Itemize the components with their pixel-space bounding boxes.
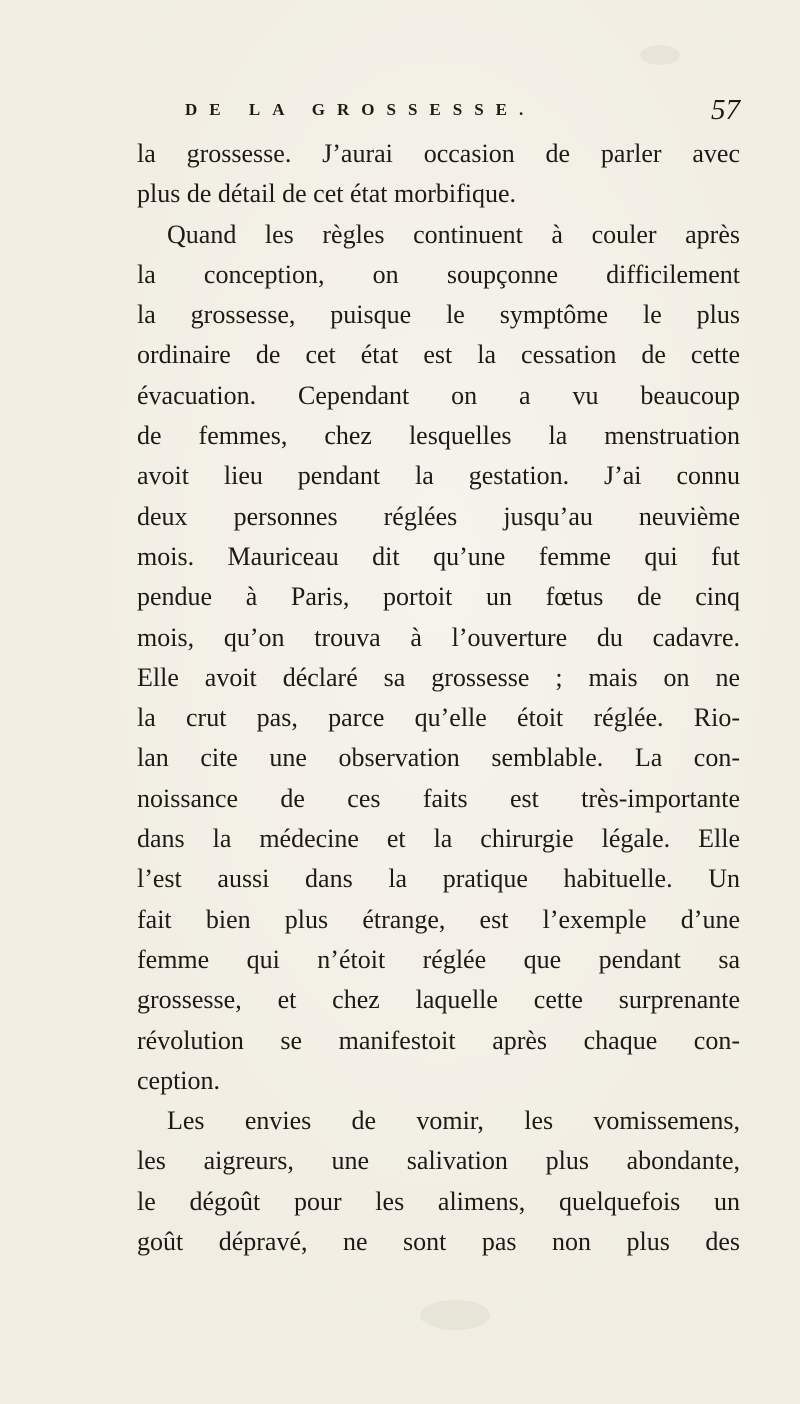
text-line: plus de détail de cet état morbifique. (137, 179, 517, 209)
text-line: les aigreurs, une salivation plus abondante, (137, 1146, 740, 1176)
text-line: femme qui n’étoit réglée que pendant sa (137, 944, 740, 974)
text-line: révolution se manifestoit après chaque con- (137, 1025, 740, 1055)
text-line: mois, qu’on trouva à l’ouverture du cadavre. (137, 622, 740, 652)
text-line: Elle avoit déclaré sa grossesse ; mais on ne (137, 662, 740, 692)
text-line: goût dépravé, ne sont pas non plus des (137, 1227, 740, 1257)
text-line: noissance de ces faits est très-importante (137, 783, 740, 813)
text-line: dans la médecine et la chirurgie légale. Elle (137, 824, 740, 854)
text-line: le dégoût pour les alimens, quelquefois un (137, 1186, 740, 1216)
paper-stain (420, 1300, 490, 1330)
text-line: mois. Mauriceau dit qu’une femme qui fut (137, 541, 740, 571)
text-line: la grossesse. J’aurai occasion de parler avec (137, 139, 740, 168)
text-line: avoit lieu pendant la gestation. J’ai connu (137, 461, 740, 491)
text-line: ordinaire de cet état est la cessation de cette (137, 340, 740, 370)
text-line: la conception, on soupçonne difficilement (137, 259, 740, 289)
text-line: pendue à Paris, portoit un fœtus de cinq (137, 582, 740, 612)
text-line: ception. (137, 1065, 221, 1095)
text-line: l’est aussi dans la pratique habituelle. Un (137, 864, 740, 894)
text-line: Quand les règles continuent à couler après (167, 219, 740, 249)
text-line: la crut pas, parce qu’elle étoit réglée. Rio- (137, 703, 740, 733)
text-line: évacuation. Cependant on a vu beaucoup (137, 380, 740, 410)
text-line: deux personnes réglées jusqu’au neuvième (137, 501, 740, 531)
text-line: de femmes, chez lesquelles la menstruation (137, 421, 740, 451)
paper-stain (640, 45, 680, 65)
running-title: DE LA GROSSESSE. (185, 100, 536, 119)
text-line: fait bien plus étrange, est l’exemple d’une (137, 904, 740, 934)
text-line: Les envies de vomir, les vomissemens, (167, 1106, 740, 1136)
text-line: grossesse, et chez laquelle cette surprenante (137, 985, 740, 1015)
text-line: lan cite une observation semblable. La con- (137, 743, 740, 773)
text-line: la grossesse, puisque le symptôme le plus (137, 300, 740, 330)
page-number: 57 (711, 94, 740, 126)
body-text (137, 134, 740, 1262)
running-head (185, 94, 740, 130)
